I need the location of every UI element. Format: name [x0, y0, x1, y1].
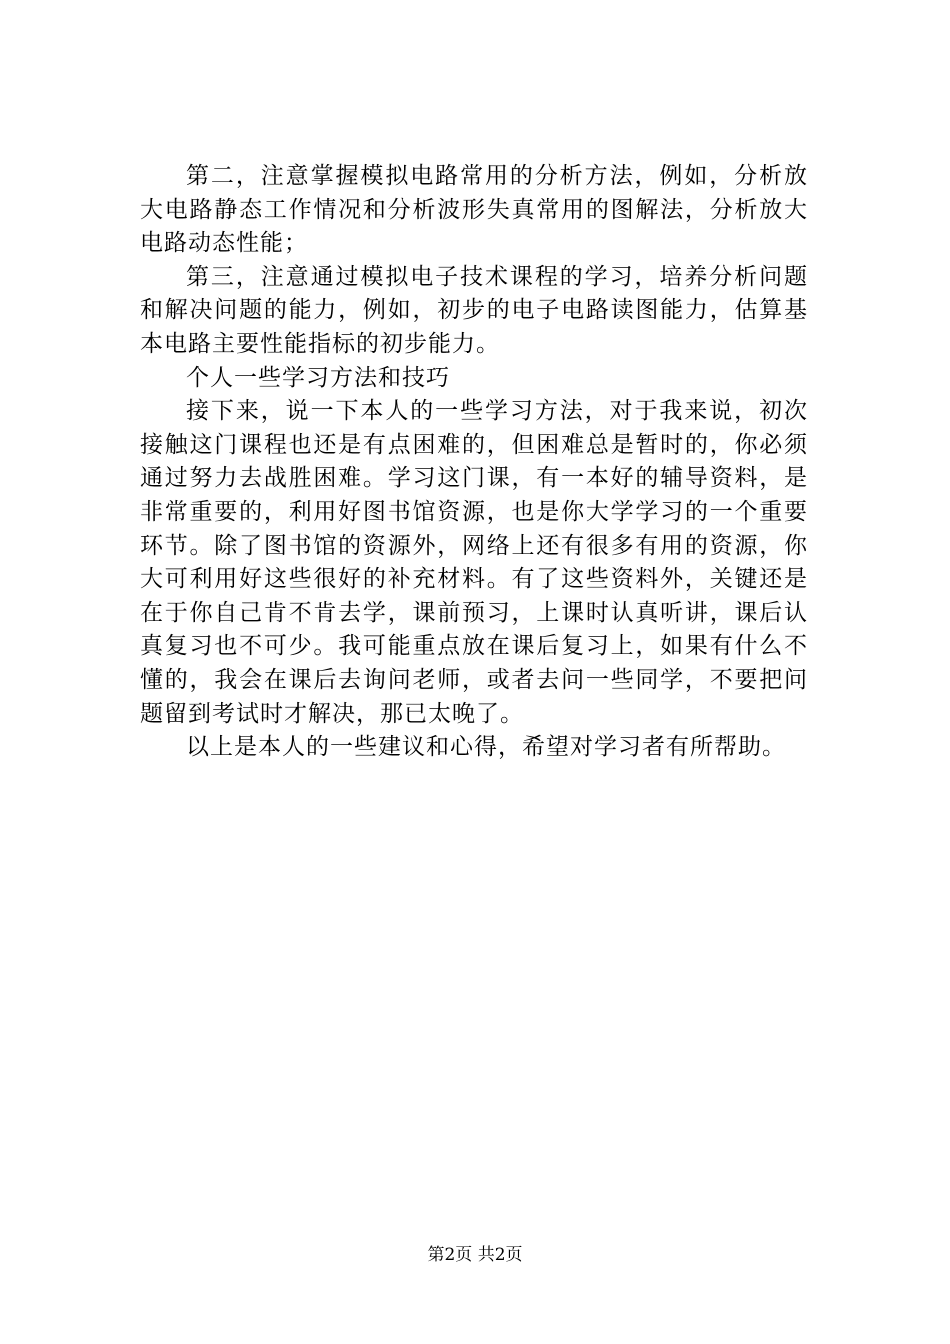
paragraph-conclusion: 以上是本人的一些建议和心得，希望对学习者有所帮助。: [186, 734, 786, 761]
page-number-footer: 第2页 共2页: [427, 1245, 523, 1265]
document-body: [140, 160, 808, 765]
paragraph-third-point: 第三，注意通过模拟电子技术课程的学习，培养分析问题和解决问题的能力，例如，初步的电子电路读图能力，估算基本电路主要性能指标的初步能力。: [140, 263, 808, 357]
section-heading-study-methods: 个人一些学习方法和技巧: [186, 364, 450, 391]
paragraph-study-methods: 接下来，说一下本人的一些学习方法，对于我来说，初次接触这门课程也还是有点困难的，但困难总是暂时的，你必须通过努力去战胜困难。学习这门课，有一本好的辅导资料，是非常重要的，利用好图书馆资源，也是你大学学习的一个重要环节。除了图书馆的资源外，网络上还有很多有用的资源，你大可利用好这些很好的补充材料。有了这些资料外，关键还是在于你自己肯不肯去学，课前预习，上课时认真听讲，课后认真复习也不可少。我可能重点放在课后复习上，如果有什么不懂的，我会在课后去询问老师，或者去问一些同学，不要把问题留到考试时才解决，那已太晚了。: [140, 398, 808, 727]
paragraph-second-point: 第二，注意掌握模拟电路常用的分析方法，例如，分析放大电路静态工作情况和分析波形失真常用的图解法，分析放大电路动态性能；: [140, 163, 808, 257]
